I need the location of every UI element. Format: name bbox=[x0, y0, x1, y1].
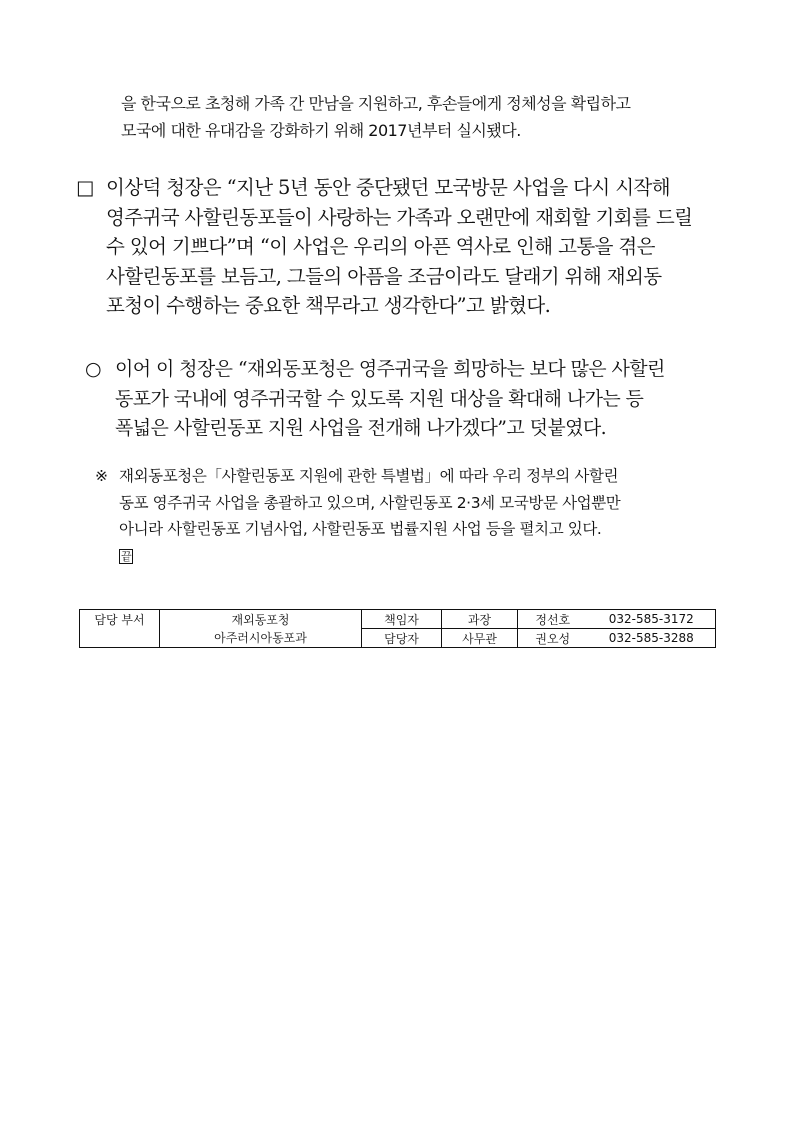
paragraph-line: 수 있어 기쁘다”며 “이 사업은 우리의 아픈 역사로 인해 고통을 겪은 bbox=[106, 235, 655, 258]
phone-cell: 032-585-3172 bbox=[588, 610, 716, 629]
circle-bullet-paragraph bbox=[85, 355, 665, 444]
paragraph-line: 동포 영주귀국 사업을 총괄하고 있으며, 사할린동포 2·3세 모국방문 사업뿐만 bbox=[119, 493, 621, 512]
paragraph-line: 동포가 국내에 영주귀국할 수 있도록 지원 대상을 확대해 나가는 등 bbox=[115, 387, 644, 410]
name-cell: 권오성 bbox=[518, 629, 588, 648]
paragraph-line: 재외동포청은「사할린동포 지원에 관한 특별법」에 따라 우리 정부의 사할린 bbox=[119, 467, 619, 485]
square-bullet-icon: □ bbox=[76, 176, 94, 199]
table-row bbox=[80, 629, 716, 648]
title-cell: 과장 bbox=[442, 610, 518, 629]
paragraph-line: 아니라 사할린동포 기념사업, 사할린동포 법률지원 사업 등을 펼치고 있다. bbox=[119, 520, 602, 538]
name-cell: 정선호 bbox=[518, 610, 588, 629]
dept-label-cell: 담당 부서 bbox=[80, 610, 160, 648]
reference-note-paragraph bbox=[95, 463, 620, 569]
paragraph-line: 포청이 수행하는 중요한 책무라고 생각한다”고 밝혔다. bbox=[106, 294, 551, 317]
paragraph-line: 사할린동포를 보듬고, 그들의 아픔을 조금이라도 달래기 위해 재외동 bbox=[106, 264, 662, 288]
paragraph-line: 폭넓은 사할린동포 지원 사업을 전개해 나가겠다”고 덧붙였다. bbox=[115, 417, 607, 439]
square-bullet-paragraph bbox=[76, 173, 692, 321]
phone-cell: 032-585-3288 bbox=[588, 629, 716, 648]
dept-org-cell: 재외동포청 bbox=[160, 610, 362, 629]
table-row bbox=[80, 610, 716, 629]
circle-bullet-icon: ○ bbox=[85, 358, 101, 380]
paragraph-line: 영주귀국 사할린동포들이 사랑하는 가족과 오랜만에 재회할 기회를 드릴 bbox=[106, 205, 693, 229]
role-cell: 담당자 bbox=[362, 629, 442, 648]
role-cell: 책임자 bbox=[362, 610, 442, 629]
title-cell: 사무관 bbox=[442, 629, 518, 648]
paragraph-line: 을 한국으로 초청해 가족 간 만남을 지원하고, 후손들에게 정체성을 확립하고 bbox=[121, 94, 631, 113]
continuation-paragraph bbox=[121, 90, 631, 144]
paragraph-line: 이어 이 청장은 “재외동포청은 영주귀국을 희망하는 보다 많은 사할린 bbox=[115, 358, 665, 380]
paragraph-line: 모국에 대한 유대감을 강화하기 위해 2017년부터 실시됐다. bbox=[121, 121, 521, 140]
dept-division-cell: 아주러시아동포과 bbox=[160, 629, 362, 648]
contact-table bbox=[79, 609, 716, 648]
paragraph-line: 이상덕 청장은 “지난 5년 동안 중단됐던 모국방문 사업을 다시 시작해 bbox=[106, 176, 670, 199]
reference-mark-icon: ※ bbox=[95, 467, 108, 485]
end-mark: 끝 bbox=[121, 549, 132, 563]
